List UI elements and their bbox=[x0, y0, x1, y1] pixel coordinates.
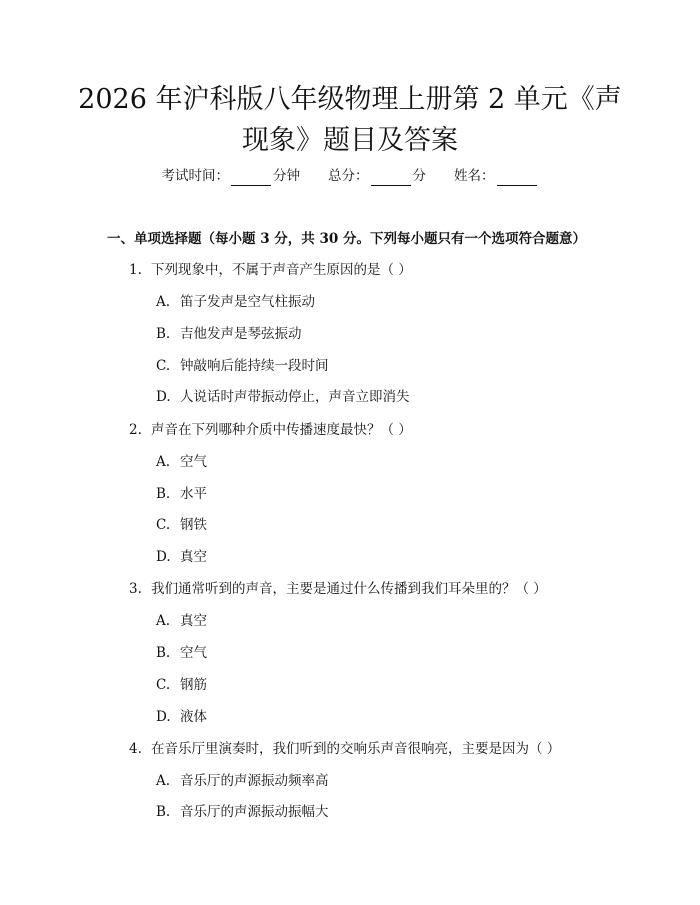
option-letter: C. bbox=[156, 517, 171, 533]
question-number: 1. bbox=[129, 262, 142, 278]
option-text: 水平 bbox=[180, 486, 207, 502]
option-text: 音乐厅的声源振动振幅大 bbox=[180, 804, 329, 820]
question-text: 声音在下列哪种介质中传播速度最快？（ ） bbox=[151, 422, 412, 438]
option-letter: B. bbox=[156, 486, 171, 502]
total-score-unit: 分 bbox=[412, 168, 426, 184]
question-number: 4. bbox=[129, 741, 142, 757]
document-title-line-1: 2026 年沪科版八年级物理上册第 2 单元《声 bbox=[78, 84, 622, 115]
answer-option bbox=[156, 452, 207, 472]
student-name-blank bbox=[497, 171, 537, 186]
option-letter: A. bbox=[156, 454, 171, 470]
question-number: 2. bbox=[129, 422, 142, 438]
option-letter: B. bbox=[156, 804, 171, 820]
option-letter: A. bbox=[156, 294, 171, 310]
answer-option bbox=[156, 387, 410, 407]
answer-option bbox=[156, 356, 329, 376]
option-letter: B. bbox=[156, 645, 171, 661]
answer-option bbox=[156, 484, 207, 504]
option-letter: C. bbox=[156, 677, 171, 693]
question-item bbox=[129, 260, 412, 280]
exam-info-bar bbox=[0, 166, 700, 186]
option-text: 钢铁 bbox=[180, 517, 207, 533]
answer-option bbox=[156, 547, 207, 567]
question-item bbox=[129, 420, 412, 440]
answer-option bbox=[156, 675, 207, 695]
question-item bbox=[129, 739, 560, 759]
section-heading: 一、单项选择题（每小题 3 分，共 30 分。下列每小题只有一个选项符合题意） bbox=[107, 231, 586, 247]
document-title-line-2: 现象》题目及答案 bbox=[242, 125, 458, 156]
answer-option bbox=[156, 324, 302, 344]
total-score-label: 总分： bbox=[328, 168, 369, 184]
option-text: 笛子发声是空气柱振动 bbox=[180, 294, 315, 310]
answer-option bbox=[156, 707, 207, 727]
exam-time-label: 考试时间： bbox=[161, 168, 229, 184]
option-letter: D. bbox=[156, 389, 171, 405]
option-text: 空气 bbox=[180, 454, 207, 470]
student-name-label: 姓名： bbox=[454, 168, 495, 184]
question-number: 3. bbox=[129, 581, 142, 597]
answer-option bbox=[156, 515, 207, 535]
answer-option bbox=[156, 643, 207, 663]
option-text: 人说话时声带振动停止，声音立即消失 bbox=[180, 389, 410, 405]
option-text: 音乐厅的声源振动频率高 bbox=[180, 773, 329, 789]
option-letter: D. bbox=[156, 709, 171, 725]
question-text: 在音乐厅里演奏时，我们听到的交响乐声音很响亮，主要是因为（ ） bbox=[151, 741, 561, 757]
option-text: 真空 bbox=[180, 613, 207, 629]
option-letter: D. bbox=[156, 549, 171, 565]
exam-time-unit: 分钟 bbox=[273, 168, 300, 184]
option-text: 空气 bbox=[180, 645, 207, 661]
question-item bbox=[129, 579, 547, 599]
student-name-field bbox=[454, 166, 539, 186]
total-score-field bbox=[328, 166, 426, 186]
total-score-blank bbox=[371, 171, 411, 186]
option-text: 液体 bbox=[180, 709, 207, 725]
answer-option bbox=[156, 292, 315, 312]
answer-option bbox=[156, 771, 329, 791]
exam-time-field bbox=[162, 166, 301, 186]
option-letter: A. bbox=[156, 613, 171, 629]
option-letter: C. bbox=[156, 358, 171, 374]
option-text: 吉他发声是琴弦振动 bbox=[180, 326, 302, 342]
option-text: 真空 bbox=[180, 549, 207, 565]
question-text: 下列现象中，不属于声音产生原因的是（ ） bbox=[151, 262, 412, 278]
option-letter: A. bbox=[156, 773, 171, 789]
exam-time-blank bbox=[231, 171, 271, 186]
option-text: 钟敲响后能持续一段时间 bbox=[180, 358, 329, 374]
option-text: 钢筋 bbox=[180, 677, 207, 693]
question-text: 我们通常听到的声音，主要是通过什么传播到我们耳朵里的？（ ） bbox=[151, 581, 547, 597]
answer-option bbox=[156, 611, 207, 631]
option-letter: B. bbox=[156, 326, 171, 342]
answer-option bbox=[156, 802, 329, 822]
